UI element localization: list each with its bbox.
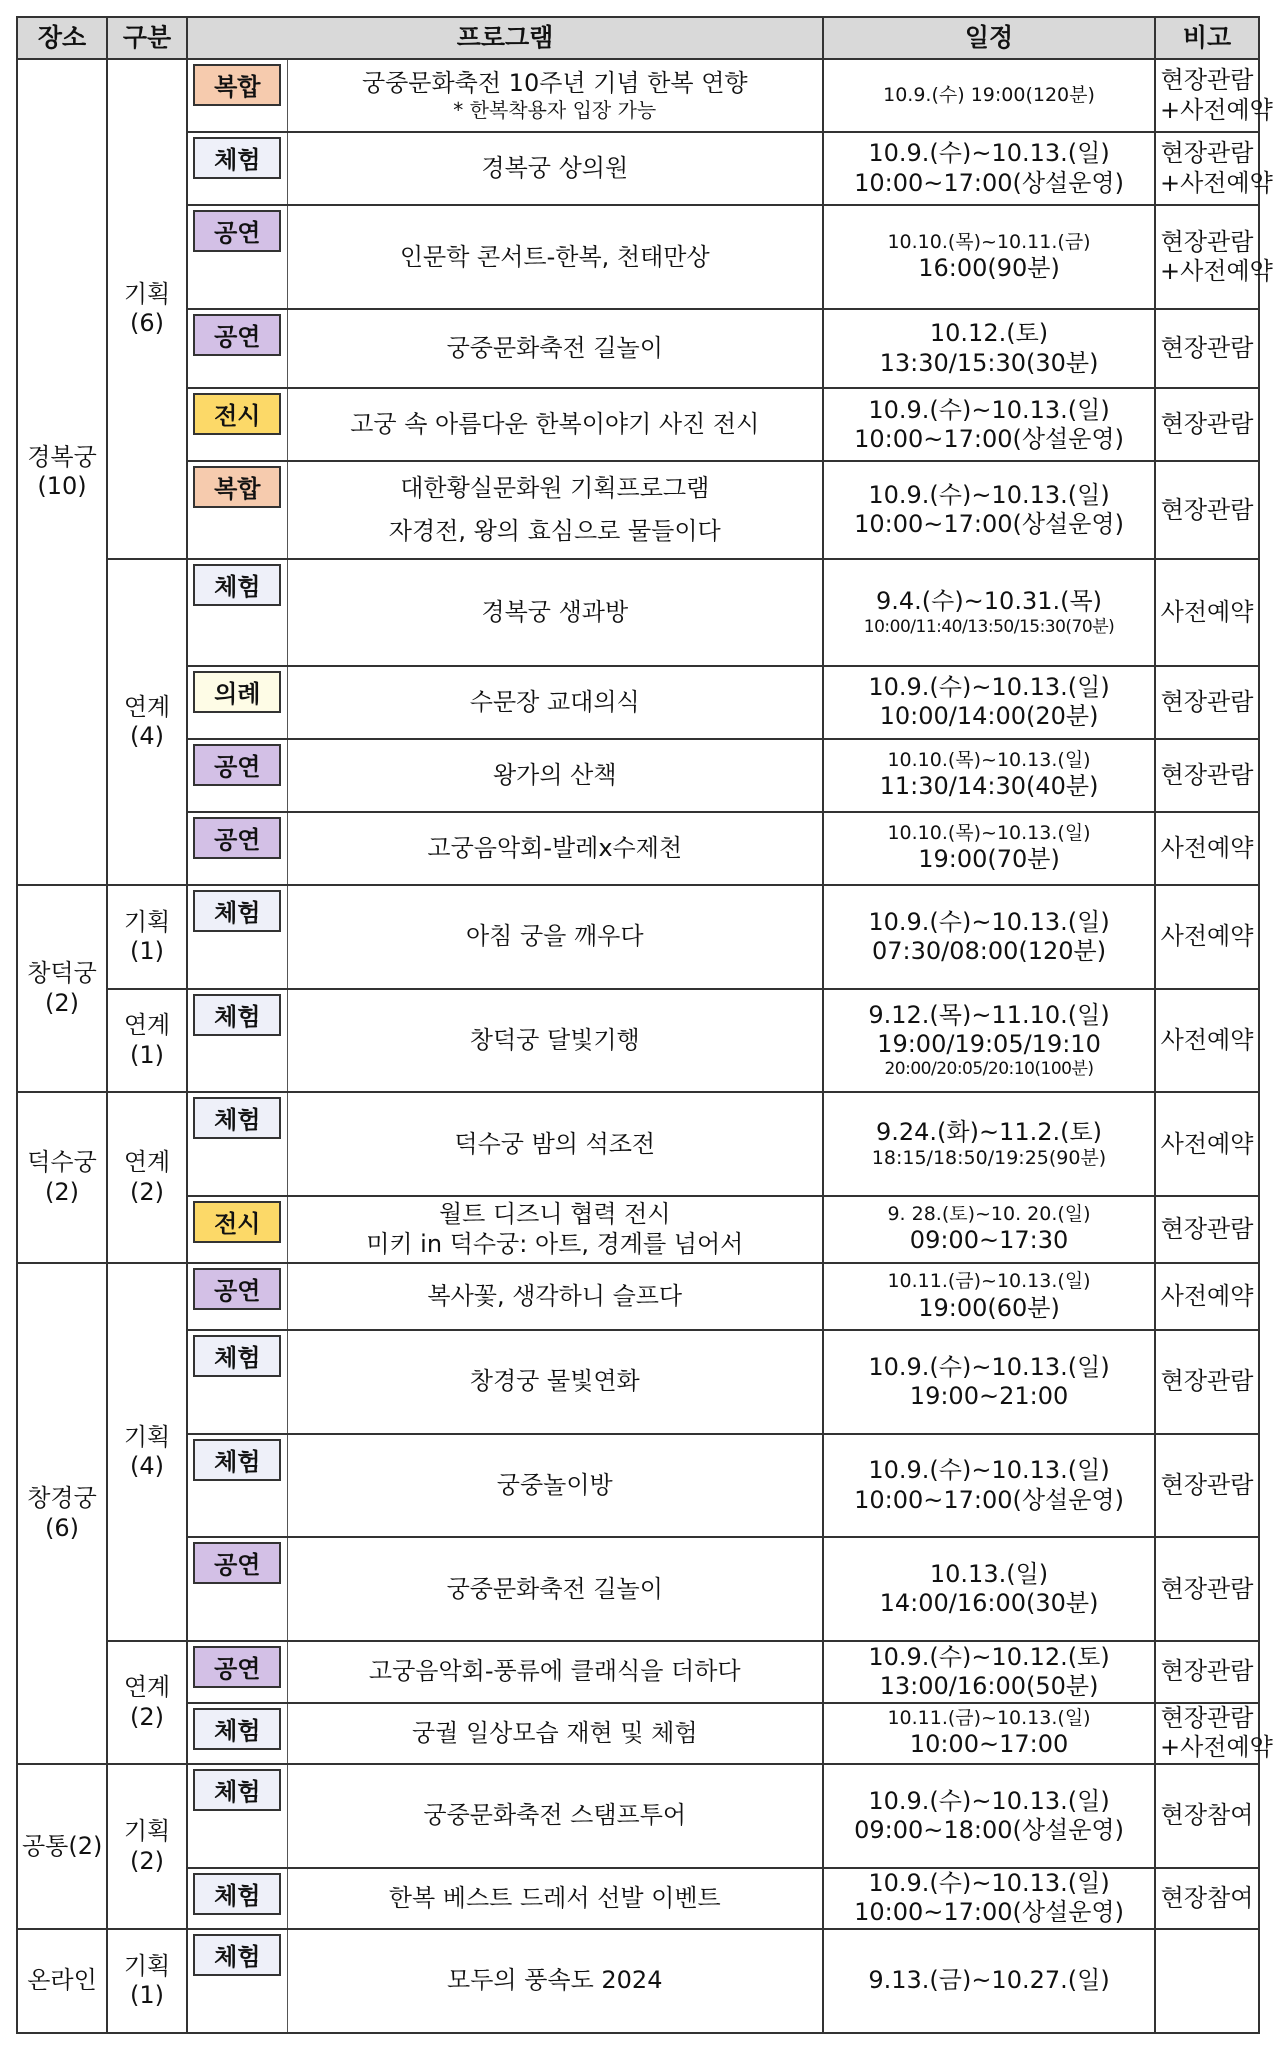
program-line: 덕수궁 밤의 석조전: [454, 1129, 656, 1158]
type-cell: [187, 1330, 287, 1434]
type-cell: [187, 812, 287, 885]
type-badge: 공연: [193, 1646, 281, 1688]
type-cell: [187, 59, 287, 132]
program-cell: [287, 739, 823, 812]
note-cell: [1155, 885, 1259, 989]
type-badge: 공연: [193, 817, 281, 859]
schedule-cell: [823, 559, 1155, 666]
type-cell: [187, 1703, 287, 1765]
program-line: 고궁음악회-풍류에 클래식을 더하다: [368, 1657, 741, 1686]
note-line: 현장관람: [1160, 1704, 1254, 1733]
type-badge: 체험: [193, 1335, 281, 1377]
schedule-line: 10.9.(수)~10.13.(일): [868, 907, 1110, 936]
header-program: 프로그램: [187, 17, 823, 59]
schedule-line: 09:00~18:00(상설운영): [854, 1815, 1124, 1844]
category-line: 연계: [123, 1673, 171, 1702]
note-line: 사전예약: [1160, 597, 1254, 626]
category-line: 기획: [123, 907, 171, 936]
schedule-line: 19:00(70분): [918, 845, 1060, 874]
place-line: 경복궁: [27, 442, 97, 471]
category-line: 연계: [123, 1148, 171, 1177]
category-line: (4): [130, 721, 164, 750]
note-cell: [1155, 666, 1259, 739]
schedule-line: 20:00/20:05/20:10(100분): [884, 1059, 1094, 1080]
note-line: 현장관람: [1160, 333, 1254, 362]
schedule-cell: [823, 739, 1155, 812]
place-cell: [17, 1263, 107, 1764]
table-row: [17, 1764, 1259, 1868]
note-line: 사전예약: [1160, 1025, 1254, 1054]
schedule-cell: [823, 1703, 1155, 1765]
table-row: [17, 461, 1259, 559]
note-line: +사전예약: [1160, 168, 1273, 197]
type-cell: [187, 1092, 287, 1196]
header-note: 비고: [1155, 17, 1259, 59]
type-badge: 체험: [193, 1769, 281, 1811]
place-line: 창덕궁: [27, 959, 97, 988]
program-cell: [287, 1764, 823, 1868]
program-cell: [287, 559, 823, 666]
type-badge: 체험: [193, 137, 281, 179]
table-row: [17, 812, 1259, 885]
program-cell: [287, 1868, 823, 1930]
type-cell: [187, 666, 287, 739]
note-cell: [1155, 989, 1259, 1093]
type-badge: 전시: [193, 1201, 281, 1243]
note-line: 사전예약: [1160, 833, 1254, 862]
schedule-cell: [823, 1263, 1155, 1330]
type-cell: [187, 1764, 287, 1868]
table-row: [17, 309, 1259, 388]
note-cell: [1155, 388, 1259, 461]
type-badge: 복합: [193, 466, 281, 508]
schedule-line: 10.9.(수)~10.13.(일): [868, 1786, 1110, 1815]
category-line: (2): [130, 1702, 164, 1731]
type-badge: 체험: [193, 564, 281, 606]
schedule-cell: [823, 666, 1155, 739]
program-line: 궁궐 일상모습 재현 및 체험: [411, 1718, 698, 1747]
schedule-line: 10.10.(목)~10.13.(일): [887, 749, 1091, 772]
category-line: (1): [130, 1981, 164, 2010]
place-line: 덕수궁: [27, 1148, 97, 1177]
note-line: +사전예약: [1160, 95, 1273, 124]
category-line: 연계: [123, 1011, 171, 1040]
program-line: 경복궁 생과방: [481, 597, 629, 626]
schedule-line: 10.9.(수)~10.13.(일): [868, 139, 1110, 168]
type-badge: 복합: [193, 64, 281, 106]
schedule-cell: [823, 1641, 1155, 1703]
category-cell: [107, 1641, 187, 1764]
type-cell: [187, 205, 287, 309]
program-line: 아침 궁을 깨우다: [465, 922, 644, 951]
note-cell: [1155, 1764, 1259, 1868]
note-line: 현장관람: [1160, 1574, 1254, 1603]
program-line: 미키 in 덕수궁: 아트, 경계를 넘어서: [366, 1229, 744, 1258]
category-line: 기획: [123, 1817, 171, 1846]
note-line: 현장관람: [1160, 410, 1254, 439]
table-row: [17, 1263, 1259, 1330]
place-line: 창경궁: [27, 1484, 97, 1513]
type-cell: [187, 1537, 287, 1641]
schedule-line: 10:00/14:00(20분): [879, 702, 1099, 731]
category-line: (1): [130, 936, 164, 965]
program-cell: [287, 309, 823, 388]
type-badge: 공연: [193, 1268, 281, 1310]
note-line: 현장관람: [1160, 760, 1254, 789]
program-cell: [287, 59, 823, 132]
category-cell: [107, 1263, 187, 1641]
table-row: [17, 59, 1259, 132]
note-cell: [1155, 1868, 1259, 1930]
note-line: 현장참여: [1160, 1883, 1254, 1912]
place-line: (2): [45, 988, 79, 1017]
place-line: (10): [37, 472, 87, 501]
schedule-cell: [823, 1092, 1155, 1196]
program-line: * 한복착용자 입장 가능: [453, 98, 657, 123]
schedule-line: 10.13.(일): [929, 1559, 1049, 1588]
table-row: [17, 132, 1259, 205]
program-cell: [287, 1196, 823, 1263]
program-cell: [287, 1537, 823, 1641]
program-cell: [287, 989, 823, 1093]
schedule-cell: [823, 59, 1155, 132]
schedule-line: 10.9.(수)~10.13.(일): [868, 480, 1110, 509]
category-line: (4): [130, 1452, 164, 1481]
note-cell: [1155, 59, 1273, 132]
schedule-line: 10.9.(수)~10.13.(일): [868, 672, 1110, 701]
schedule-line: 13:30/15:30(30분): [879, 348, 1099, 377]
category-line: (2): [130, 1177, 164, 1206]
place-cell: [17, 1929, 107, 2033]
table-row: [17, 739, 1259, 812]
schedule-cell: [823, 812, 1155, 885]
type-badge: 체험: [193, 1873, 281, 1915]
place-line: 공통(2): [22, 1831, 103, 1860]
type-badge: 공연: [193, 210, 281, 252]
schedule-line: 10.9.(수)~10.13.(일): [868, 1456, 1110, 1485]
type-cell: [187, 1868, 287, 1930]
header-schedule: 일정: [823, 17, 1155, 59]
schedule-line: 10:00~17:00(상설운영): [854, 424, 1124, 453]
schedule-line: 10.9.(수)~10.12.(토): [868, 1642, 1110, 1671]
type-badge: 의례: [193, 671, 281, 713]
table-row: [17, 1868, 1259, 1930]
program-cell: [287, 1263, 823, 1330]
schedule-line: 19:00~21:00: [909, 1381, 1069, 1410]
schedule-line: 9. 28.(토)~10. 20.(일): [887, 1203, 1091, 1226]
type-cell: [187, 309, 287, 388]
schedule-cell: [823, 205, 1155, 309]
type-badge: 체험: [193, 1097, 281, 1139]
header-place: 장소: [17, 17, 107, 59]
program-cell: [287, 1703, 823, 1765]
schedule-cell: [823, 388, 1155, 461]
category-cell: [107, 59, 187, 559]
schedule-cell: [823, 1929, 1155, 2033]
schedule-cell: [823, 461, 1155, 559]
category-cell: [107, 885, 187, 989]
program-line: 궁중문화축전 길놀이: [446, 1574, 663, 1603]
type-cell: [187, 885, 287, 989]
program-line: 궁중문화축전 길놀이: [446, 333, 663, 362]
type-cell: [187, 388, 287, 461]
schedule-line: 10.10.(목)~10.13.(일): [887, 822, 1091, 845]
type-cell: [187, 461, 287, 559]
program-line: 고궁음악회-발레x수제천: [427, 833, 683, 862]
category-cell: [107, 1764, 187, 1929]
program-line: 궁중놀이방: [496, 1470, 613, 1499]
schedule-line: 10.12.(토): [929, 319, 1049, 348]
program-line: 모두의 풍속도 2024: [447, 1966, 663, 1995]
table-row: [17, 559, 1259, 666]
table-row: [17, 388, 1259, 461]
schedule-cell: [823, 989, 1155, 1093]
schedule-cell: [823, 132, 1155, 205]
program-cell: [287, 885, 823, 989]
note-line: 현장관람: [1160, 1214, 1254, 1243]
schedule-line: 09:00~17:30: [909, 1226, 1069, 1255]
program-line: 복사꽃, 생각하니 슬프다: [427, 1281, 683, 1310]
program-line: 수문장 교대의식: [469, 687, 640, 716]
program-cell: [287, 1929, 823, 2033]
program-cell: [287, 1092, 823, 1196]
note-cell: [1155, 1092, 1259, 1196]
program-schedule-table: [16, 16, 1273, 2034]
schedule-line: 10.9.(수)~10.13.(일): [868, 395, 1110, 424]
type-badge: 체험: [193, 994, 281, 1036]
program-cell: [287, 461, 823, 559]
schedule-line: 9.4.(수)~10.31.(목): [875, 587, 1103, 616]
schedule-line: 16:00(90분): [918, 254, 1060, 283]
type-badge: 공연: [193, 744, 281, 786]
note-cell: [1155, 1196, 1259, 1263]
note-cell: [1155, 1330, 1259, 1434]
note-line: +사전예약: [1160, 257, 1273, 286]
program-cell: [287, 205, 823, 309]
header-row: [17, 17, 1259, 59]
schedule-line: 9.12.(목)~11.10.(일): [868, 1000, 1110, 1029]
schedule-line: 18:15/18:50/19:25(90분): [871, 1147, 1107, 1170]
program-line: 인문학 콘서트-한복, 천태만상: [399, 242, 710, 271]
type-cell: [187, 1929, 287, 2033]
table-row: [17, 1196, 1259, 1263]
table-row: [17, 1641, 1259, 1703]
program-cell: [287, 1641, 823, 1703]
note-line: 현장관람: [1160, 687, 1254, 716]
schedule-line: 10:00~17:00(상설운영): [854, 1485, 1124, 1514]
schedule-line: 10:00~17:00(상설운영): [854, 168, 1124, 197]
table-row: [17, 1537, 1259, 1641]
table-row: [17, 1092, 1259, 1196]
note-line: 현장관람: [1160, 1470, 1254, 1499]
category-line: (2): [130, 1846, 164, 1875]
type-cell: [187, 132, 287, 205]
note-cell: [1155, 461, 1259, 559]
place-cell: [17, 1764, 107, 1929]
schedule-cell: [823, 1330, 1155, 1434]
note-line: 현장관람: [1160, 227, 1254, 256]
note-line: 현장관람: [1160, 66, 1254, 95]
schedule-line: 10.9.(수) 19:00(120분): [883, 83, 1095, 106]
program-line: 왕가의 산책: [492, 760, 617, 789]
note-line: 현장관람: [1160, 495, 1254, 524]
type-cell: [187, 1196, 287, 1263]
table-row: [17, 205, 1259, 309]
schedule-line: 10:00~17:00(상설운영): [854, 1898, 1124, 1927]
table-row: [17, 1703, 1259, 1765]
table-row: [17, 1434, 1259, 1538]
type-badge: 체험: [193, 1439, 281, 1481]
schedule-line: 10.9.(수)~10.13.(일): [868, 1869, 1110, 1898]
schedule-cell: [823, 885, 1155, 989]
schedule-line: 13:00/16:00(50분): [879, 1671, 1099, 1700]
program-cell: [287, 1434, 823, 1538]
note-cell: [1155, 309, 1259, 388]
note-cell: [1155, 132, 1273, 205]
program-line: 고궁 속 아름다운 한복이야기 사진 전시: [350, 410, 760, 439]
note-cell: [1155, 559, 1259, 666]
category-line: 기획: [123, 1951, 171, 1980]
schedule-line: 10:00~17:00(상설운영): [854, 510, 1124, 539]
schedule-line: 9.13.(금)~10.27.(일): [868, 1966, 1110, 1995]
schedule-line: 10.11.(금)~10.13.(일): [887, 1707, 1091, 1730]
header-category: 구분: [107, 17, 187, 59]
type-cell: [187, 1434, 287, 1538]
note-cell: [1155, 1263, 1259, 1330]
type-badge: 체험: [193, 1934, 281, 1976]
place-line: (6): [45, 1513, 79, 1542]
program-line: 대한황실문화원 기획프로그램: [400, 473, 710, 502]
place-line: 온라인: [27, 1966, 97, 1995]
type-cell: [187, 739, 287, 812]
type-badge: 체험: [193, 1708, 281, 1750]
schedule-line: 19:00(60분): [918, 1293, 1060, 1322]
type-badge: 전시: [193, 393, 281, 435]
place-cell: [17, 1092, 107, 1263]
program-line: 궁중문화축전 스탬프투어: [423, 1801, 687, 1830]
schedule-line: 14:00/16:00(30분): [879, 1589, 1099, 1618]
schedule-cell: [823, 1434, 1155, 1538]
note-cell: [1155, 739, 1259, 812]
schedule-line: 10.9.(수)~10.13.(일): [868, 1352, 1110, 1381]
schedule-line: 10.11.(금)~10.13.(일): [887, 1270, 1091, 1293]
schedule-line: 19:00/19:05/19:10: [877, 1030, 1101, 1059]
note-cell: [1155, 1434, 1259, 1538]
table-row: [17, 1929, 1259, 2033]
schedule-line: 10:00/11:40/13:50/15:30(70분): [863, 616, 1115, 637]
type-badge: 공연: [193, 314, 281, 356]
table-row: [17, 666, 1259, 739]
note-line: 사전예약: [1160, 922, 1254, 951]
note-line: 현장관람: [1160, 1367, 1254, 1396]
schedule-line: 11:30/14:30(40분): [879, 772, 1099, 801]
note-line: 현장관람: [1160, 139, 1254, 168]
schedule-cell: [823, 1764, 1155, 1868]
category-line: 기획: [123, 279, 171, 308]
note-cell: [1155, 205, 1273, 309]
schedule-cell: [823, 1868, 1155, 1930]
program-line: 한복 베스트 드레서 선발 이벤트: [388, 1883, 721, 1912]
schedule-line: 10:00~17:00: [909, 1730, 1069, 1759]
program-cell: [287, 666, 823, 739]
note-cell: [1155, 1537, 1259, 1641]
note-line: 현장참여: [1160, 1801, 1254, 1830]
table-row: [17, 1330, 1259, 1434]
note-line: 현장관람: [1160, 1657, 1254, 1686]
schedule-cell: [823, 1537, 1155, 1641]
category-cell: [107, 1092, 187, 1263]
program-line: 월트 디즈니 협력 전시: [438, 1200, 671, 1229]
type-badge: 체험: [193, 890, 281, 932]
table-row: [17, 989, 1259, 1093]
place-cell: [17, 59, 107, 885]
program-line: 자경전, 왕의 효심으로 물들이다: [388, 517, 721, 546]
place-cell: [17, 885, 107, 1092]
schedule-cell: [823, 309, 1155, 388]
type-cell: [187, 559, 287, 666]
note-cell: [1155, 1703, 1273, 1765]
type-cell: [187, 1641, 287, 1703]
type-badge: 공연: [193, 1542, 281, 1584]
place-line: (2): [45, 1177, 79, 1206]
category-line: 기획: [123, 1422, 171, 1451]
program-cell: [287, 132, 823, 205]
type-cell: [187, 989, 287, 1093]
program-line: 창덕궁 달빛기행: [469, 1025, 640, 1054]
category-cell: [107, 1929, 187, 2033]
schedule-line: 9.24.(화)~11.2.(토): [875, 1117, 1103, 1146]
line-gap: [292, 503, 819, 517]
note-line: 사전예약: [1160, 1129, 1254, 1158]
program-cell: [287, 812, 823, 885]
category-line: 연계: [123, 692, 171, 721]
note-cell: [1155, 1641, 1259, 1703]
schedule-cell: [823, 1196, 1155, 1263]
schedule-line: 07:30/08:00(120분): [871, 936, 1107, 965]
note-line: +사전예약: [1160, 1733, 1273, 1762]
table-row: [17, 885, 1259, 989]
program-cell: [287, 388, 823, 461]
program-line: 경복궁 상의원: [481, 154, 629, 183]
program-line: 창경궁 물빛연화: [469, 1367, 640, 1396]
program-cell: [287, 1330, 823, 1434]
category-cell: [107, 559, 187, 885]
category-line: (6): [130, 308, 164, 337]
note-line: 사전예약: [1160, 1281, 1254, 1310]
program-line: 궁중문화축전 10주년 기념 한복 연향: [361, 68, 748, 97]
type-cell: [187, 1263, 287, 1330]
schedule-line: 10.10.(목)~10.11.(금): [887, 230, 1091, 253]
note-cell: [1155, 812, 1259, 885]
category-cell: [107, 989, 187, 1093]
category-line: (1): [130, 1040, 164, 1069]
note-cell: [1155, 1929, 1259, 2033]
